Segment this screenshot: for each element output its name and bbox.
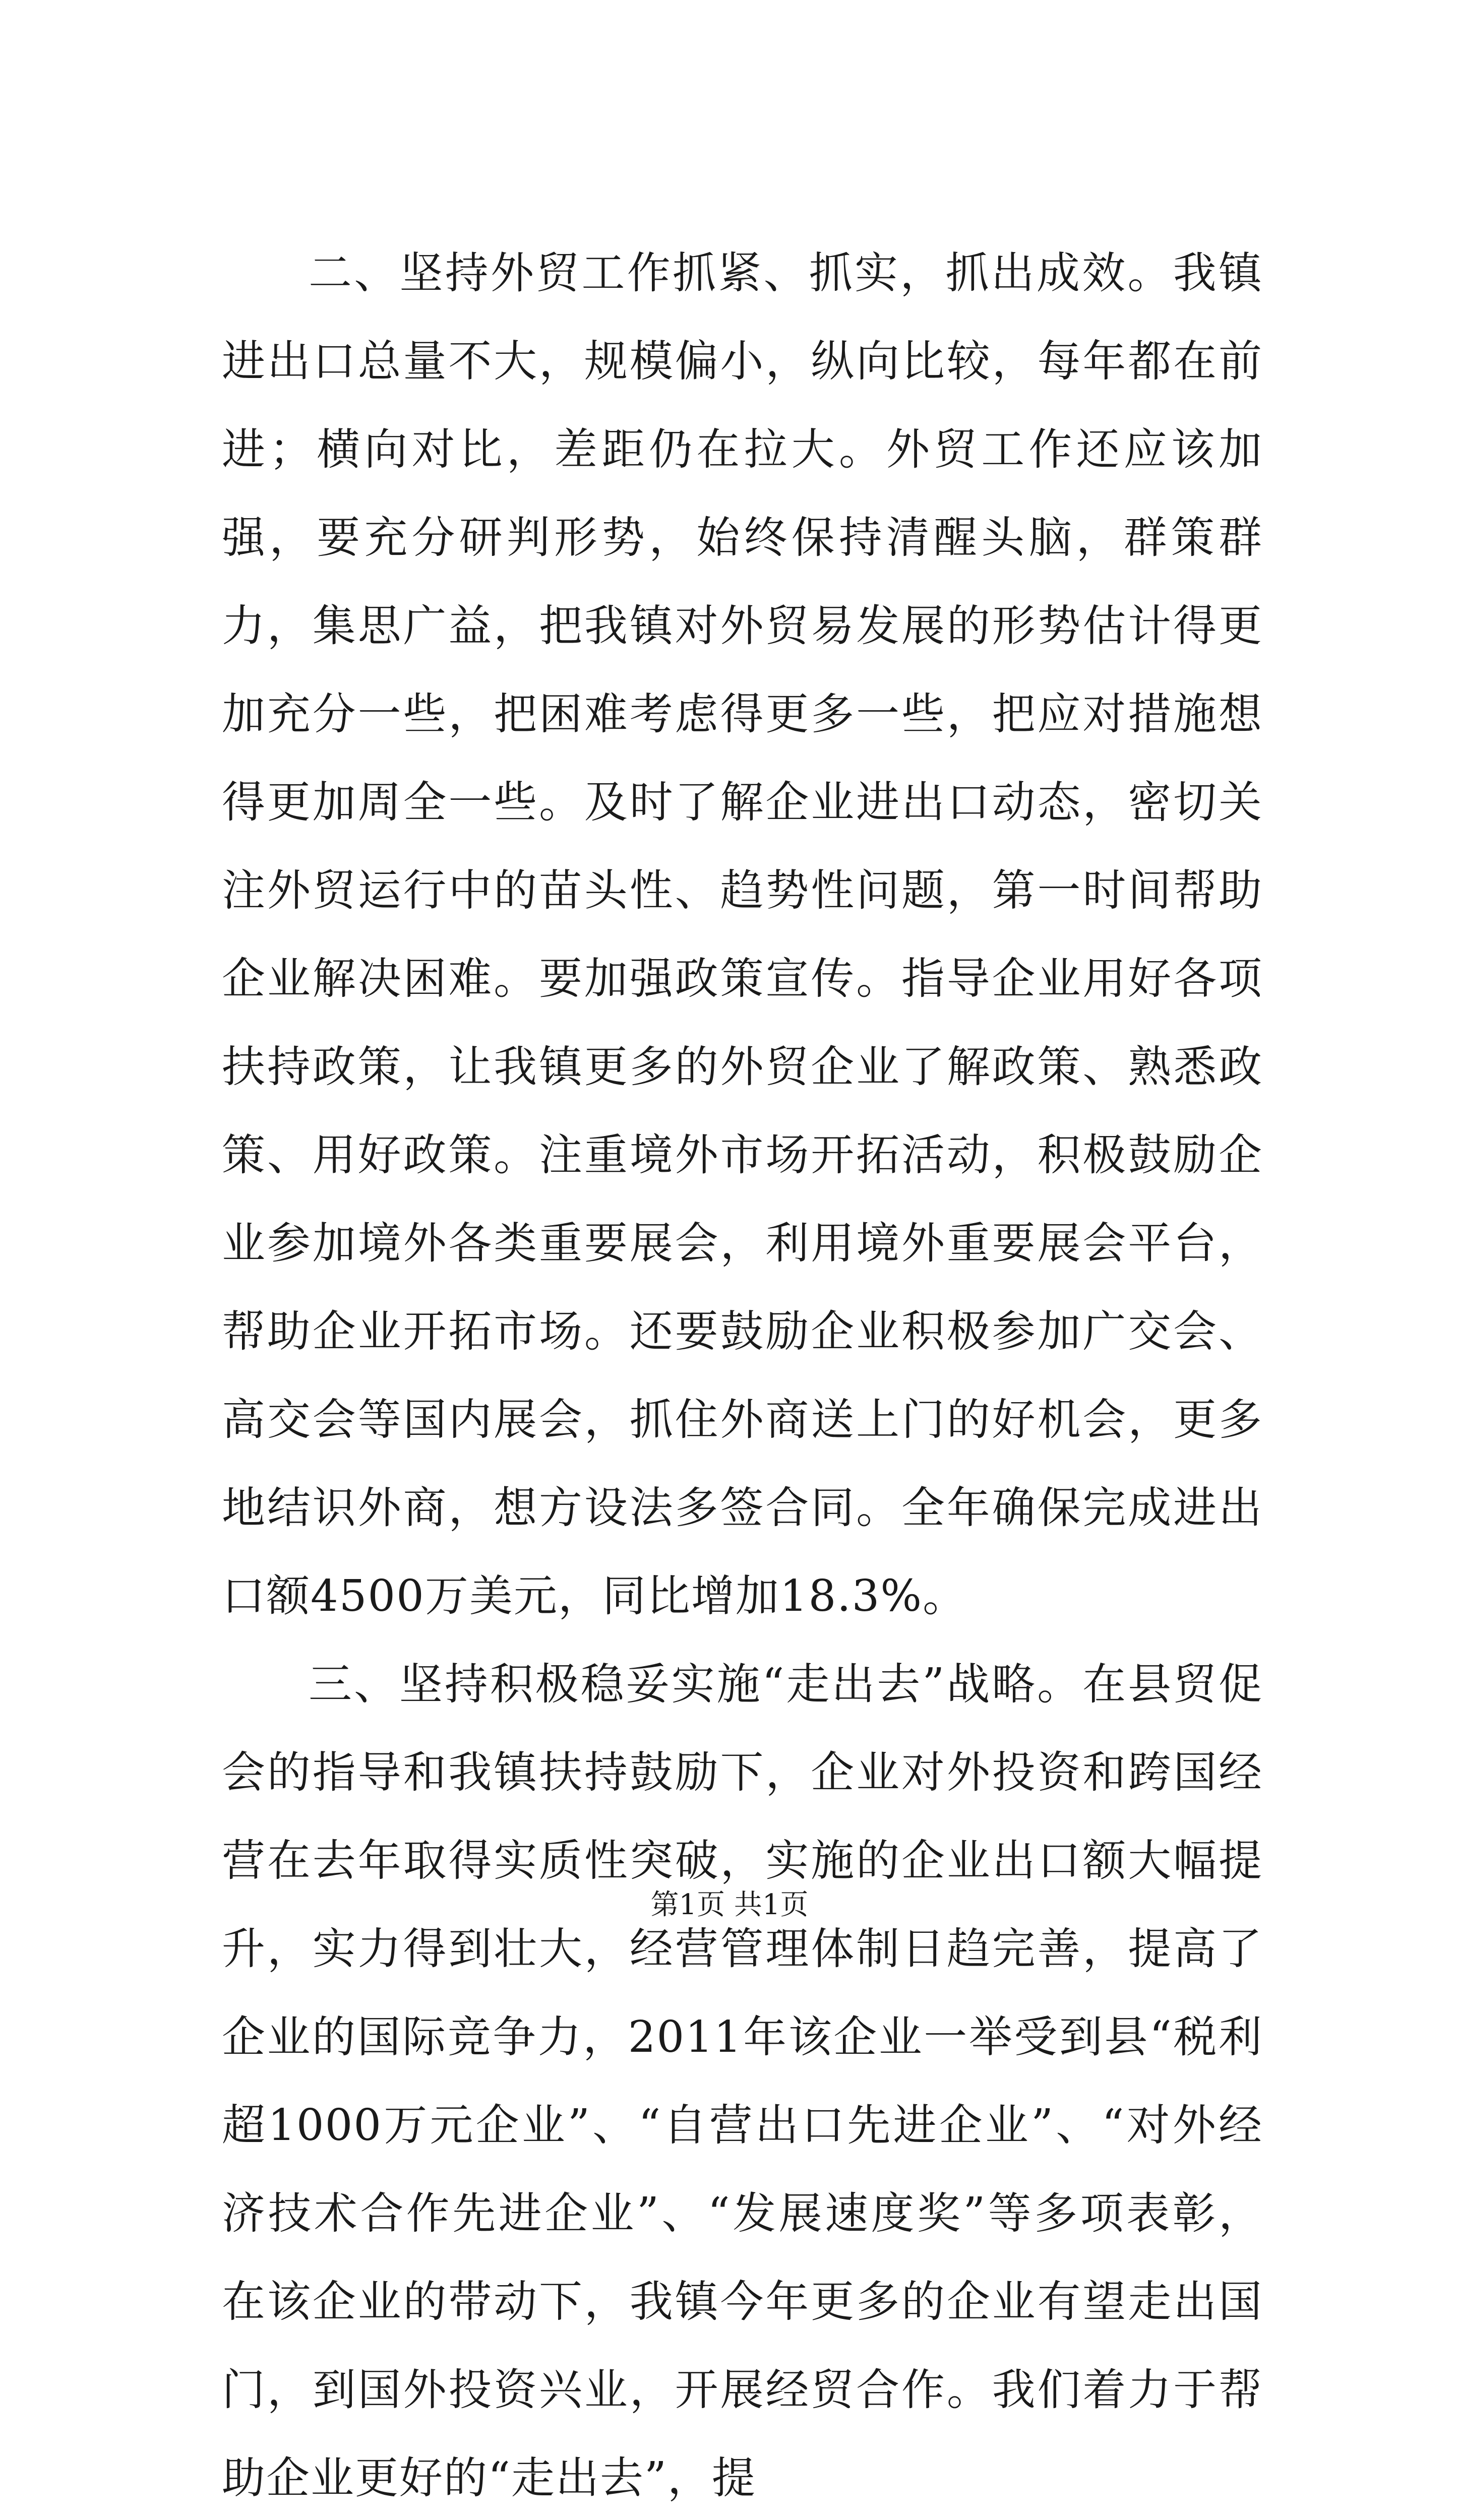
document-body <box>222 229 1263 2520</box>
paragraph-3: 三、坚持积极稳妥实施“走出去”战略。在县贸促会的指导和我镇扶持鼓励下，企业对外投资和跨国经营在去年取得实质性突破，实施的企业出口额大幅提升，实力得到壮大，经营管理体制日趋完善，提高了企业的国际竞争力，2011年该企业一举受到县“税利超1000万元企业”、“自营出口先进企业”、“对外经济技术合作先进企业”、“发展速度奖”等多项表彰，在该企业的带动下，我镇今年更多的企业有望走出国门，到国外投资兴业，开展经贸合作。我们着力于帮助企业更好的“走出去”，提 <box>222 1659 1263 2503</box>
paragraph-2: 二、坚持外贸工作抓紧、抓实，抓出成效。我镇进出口总量不大，规模偏小，纵向比较，每年都在前进；横向对比，差距仍在拉大。外贸工作还应该加强，要充分研判形势，始终保持清醒头脑，群策群力，集思广益，把我镇对外贸易发展的形势估计得更加充分一些，把困难考虑得更多一些，把应对措施想得更加周全一些。及时了解企业进出口动态，密切关注外贸运行中的苗头性、趋势性问题，第一时间帮助企业解决困难。要加强政策宣传。指导企业用好各项扶持政策，让我镇更多的外贸企业了解政策、熟悉政策、用好政策。注重境外市场开拓活动，积极鼓励企业参加境外各类重要展会，利用境外重要展会平台，帮助企业开拓市场。还要鼓励企业积极参加广交会、高交会等国内展会，抓住外商送上门的好机会，更多地结识外商，想方设法多签合同。全年确保完成进出口额4500万美元，同比增加18.3%。 <box>222 248 1263 1621</box>
page-footer: 第1页 共1页 <box>650 1888 809 1921</box>
